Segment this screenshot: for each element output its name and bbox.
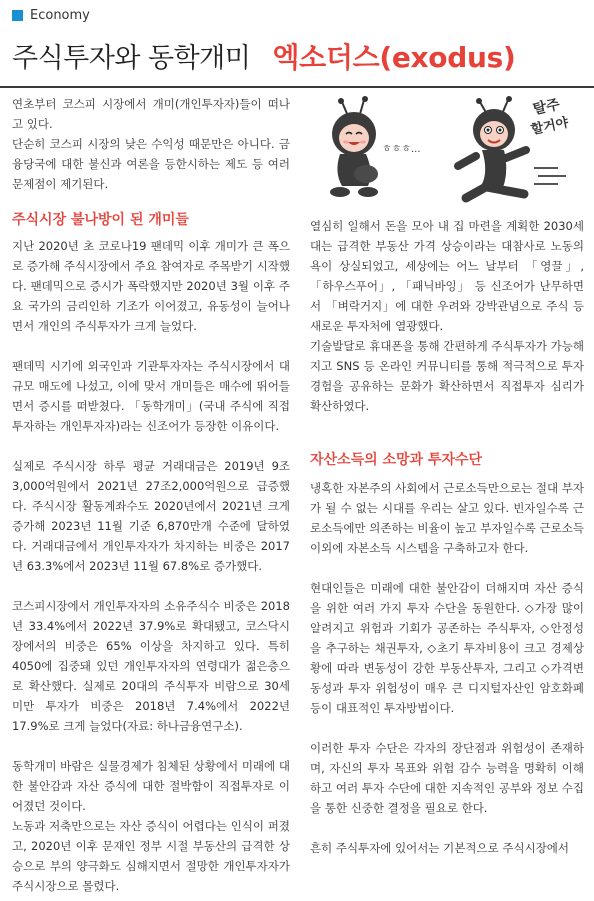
section2-paragraph-2: 현대인들은 미래에 대한 불안감이 더해지며 자산 증식을 위한 여러 가지 투자 수단을 동원한다. ◇가장 많이 알려지고 위험과 기회가 공존하는 주식투자, ◇안정성을 추구하는 채권투자, ◇초기 투자비용이 크고 경제상황에 따라 변동성이 강한 부동산투자, 그리고 ◇가격변동성과 투자 위험성이 매우 큰 디지털자산인 암호화폐 등이 대표적인 투자방법이다. (310, 581, 584, 715)
right-column (310, 216, 584, 858)
section2-paragraph-3: 이러한 투자 수단은 각자의 장단점과 위험성이 존재하며, 자신의 투자 목표와 위험 감수 능력을 명확히 이해하고 여러 투자 수단에 대한 지속적인 공부와 정보 수집을 통한 신중한 결정을 필요로 한다. (310, 741, 584, 815)
section2-paragraph-1: 냉혹한 자본주의 사회에서 근로소득만으로는 절대 부자가 될 수 없는 시대를 우리는 살고 있다. 빈자일수록 근로소득에만 의존하는 비율이 높고 부자일수록 근로소득이외에 자본소득 시스템을 구축하고자 한다. (310, 481, 584, 555)
section1-paragraph-1: 지난 2020년 초 코로나19 팬데믹 이후 개미가 큰 폭으로 증가해 주식시장에서 주요 참여자로 주목받기 시작했다. 팬데믹으로 증시가 폭락했지만 2020년 3월 이후 주요 국가의 금리인하 기조가 이어졌고, 유동성이 늘어나면서 개인의 주식투자가 크게 늘었다. (12, 239, 290, 333)
title-divider (0, 86, 594, 88)
section2-heading: 자산소득의 소망과 투자수단 (310, 452, 483, 468)
caption-will-do: 할거야 (529, 115, 570, 138)
section1-paragraph-2: 팬데믹 시기에 외국인과 기관투자자는 주식시장에서 대규모 매도에 나섰고, 이에 맞서 개미들은 매수에 뛰어들면서 증시를 떠받쳤다. 「동학개미」(국내 주식에 직접 투자하는 개인투자자)라는 신조어가 등장한 이유이다. (12, 359, 290, 433)
section1-paragraph-8: 기술발달로 휴대폰을 통해 간편하게 주식투자가 가능해지고 SNS 등 온라인 커뮤니티를 통해 적극적으로 투자 경험을 공유하는 문화가 확산하면서 직접투자 심리가 확산하였다. (310, 339, 584, 413)
ant-illustration (326, 96, 588, 206)
article-title (12, 36, 515, 76)
section1-paragraph-3: 실제로 주식시장 하루 평균 거래대금은 2019년 9조 3,000억원에서 2021년 27조2,000억원으로 급증했다. 주식시장 활동계좌수도 2020년에서 2021년 크게 증가해 2023년 11월 기준 6,870만개 수준에 달하였다. 거래대금에서 개인투자자가 차지하는 비중은 2017년 63.3%에서 2023년 11월 67.8%로 증가했다. (12, 459, 290, 573)
laughing-ant-icon (330, 96, 378, 197)
section1-paragraph-4: 코스피시장에서 개인투자자의 소유주식수 비중은 2018년 33.4%에서 2022년 37.9%로 확대됐고, 코스닥시장에서의 비중은 65% 이상을 차지하고 있다. 특히 4050에 집중돼 있던 개인투자자의 연령대가 젊은층으로 확산했다. 실제로 20대의 주식투자 비람으로 30세 미만 투자가 비중은 2018년 7.4%에서 2022년 17.9%로 크게 늘었다(자료: 하나금융연구소). (12, 599, 290, 733)
section1-heading: 주식시장 불나방이 된 개미들 (12, 212, 189, 228)
caption-escape: 탈주 (531, 96, 562, 118)
laugh-text: ㅎㅎㅎ... (382, 144, 421, 155)
title-accent: 엑소더스(exodus) (272, 41, 516, 74)
left-column (12, 94, 290, 896)
category-label: Economy (30, 8, 90, 23)
intro-paragraph-2: 단순히 코스피 시장의 낮은 수익성 때문만은 아니다. 금융당국에 대한 불신과 여론을 등한시하는 제도 등 여러 문제점이 제기된다. (12, 137, 290, 191)
section1-paragraph-7: 열심히 일해서 돈을 모아 내 집 마련을 계획한 2030세대는 급격한 부동산 가격 상승이라는 대참사로 노동의 욕이 상실되었고, 세상에는 어느 날부터 「영끌」, 「하우스푸어」, 「패닉바잉」 등 신조어가 난무하면서 「벼락거지」에 대한 우려와 강박관념으로 주식 등 새로운 투자처에 열광했다. (310, 219, 584, 333)
section2-paragraph-4: 흔히 주식투자에 있어서는 기본적으로 주식시장에서 (310, 841, 570, 855)
section1-paragraph-5: 동학개미 바람은 실물경제가 침체된 상황에서 미래에 대한 불안감과 자산 증식에 대한 절박함이 직접투자로 이어졌던 것이다. (12, 759, 290, 813)
title-main: 주식투자와 동학개미 (12, 43, 251, 74)
category-square-icon (12, 10, 23, 21)
intro-paragraph-1: 연초부터 코스피 시장에서 개미(개인투자자)들이 떠나고 있다. (12, 97, 290, 131)
section1-paragraph-6: 노동과 저축만으로는 자산 증식이 어렵다는 인식이 퍼졌고, 2020년 이후 문재인 정부 시절 부동산의 급격한 상승으로 부의 양극화도 심해지면서 절망한 개인투자자가 주식시장으로 몰렸다. (12, 819, 290, 893)
category-tag (12, 8, 90, 23)
